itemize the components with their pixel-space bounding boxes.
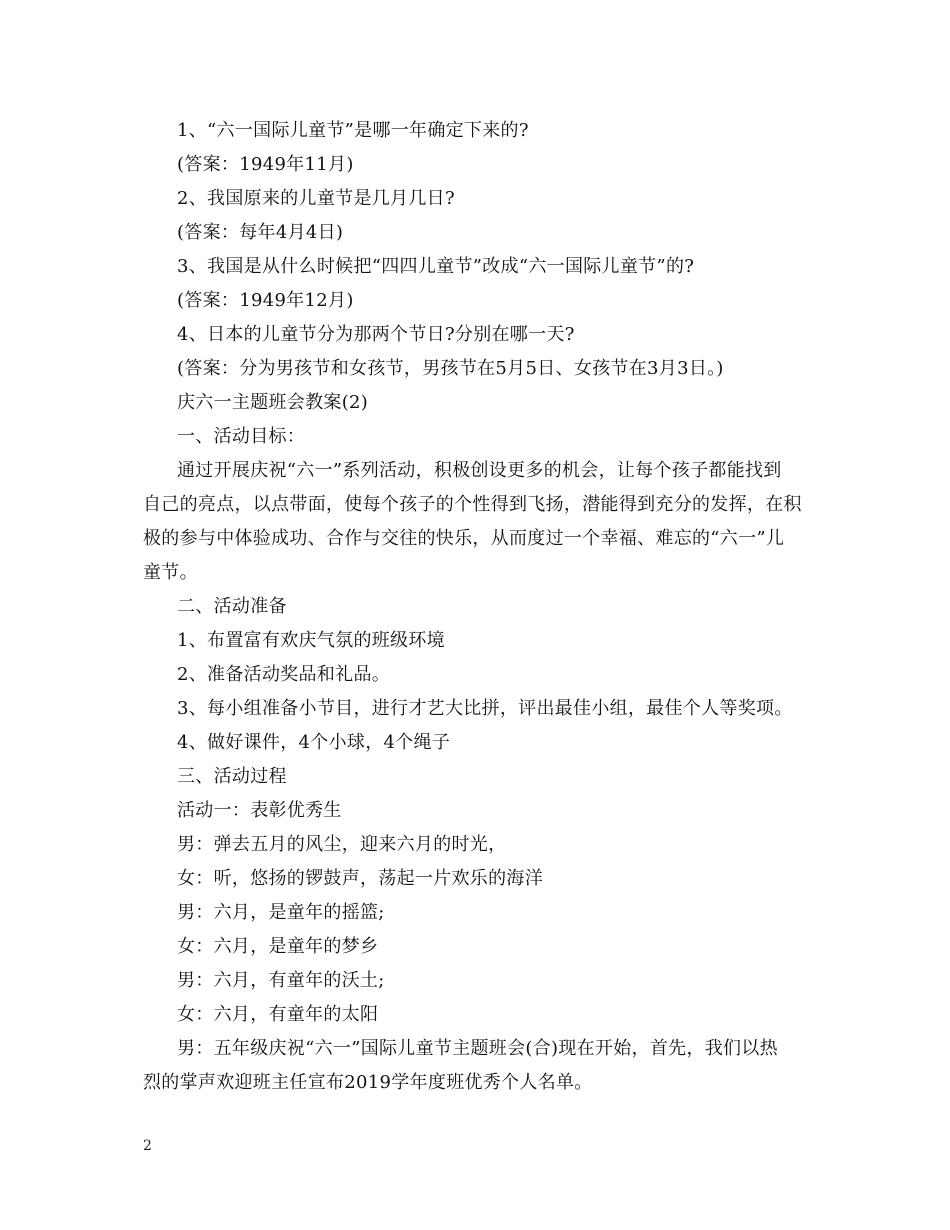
heading-activity-process: 三、活动过程 xyxy=(177,766,287,787)
goal-paragraph-line: 童节。 xyxy=(143,562,198,583)
heading-activity-goal: 一、活动目标： xyxy=(177,426,306,447)
dialogue-line: 女：六月，有童年的太阳 xyxy=(177,1004,379,1025)
section-title: 庆六一主题班会教案(2) xyxy=(177,392,369,413)
answer-3: (答案：1949年12月) xyxy=(177,290,354,311)
prep-item-2: 2、准备活动奖品和礼品。 xyxy=(177,664,391,685)
final-paragraph-line: 男：五年级庆祝“六一”国际儿童节主题班会(合)现在开始，首先，我们以热 xyxy=(177,1038,778,1059)
activity-one-title: 活动一：表彰优秀生 xyxy=(177,800,342,821)
question-4: 4、日本的儿童节分为那两个节日?分别在哪一天? xyxy=(177,324,575,345)
goal-paragraph-line: 自己的亮点，以点带面，使每个孩子的个性得到飞扬，潜能得到充分的发挥，在积 xyxy=(143,494,802,515)
dialogue-line: 女：六月，是童年的梦乡 xyxy=(177,936,379,957)
prep-item-4: 4、做好课件，4个小球，4个绳子 xyxy=(177,732,451,753)
answer-4: (答案：分为男孩节和女孩节，男孩节在5月5日、女孩节在3月3日。) xyxy=(177,358,724,379)
dialogue-line: 男：六月，是童年的摇篮; xyxy=(177,902,385,923)
document-body xyxy=(143,114,823,1100)
answer-1: (答案：1949年11月) xyxy=(177,154,354,175)
prep-item-3: 3、每小组准备小节目，进行才艺大比拼，评出最佳小组，最佳个人等奖项。 xyxy=(177,698,793,719)
question-1: 1、“六一国际儿童节”是哪一年确定下来的? xyxy=(177,120,529,141)
goal-paragraph xyxy=(143,454,823,590)
page-number: 2 xyxy=(143,1138,152,1154)
final-paragraph xyxy=(143,1032,823,1100)
final-paragraph-line: 烈的掌声欢迎班主任宣布2019学年度班优秀个人名单。 xyxy=(143,1072,593,1093)
answer-2: (答案：每年4月4日) xyxy=(177,222,344,243)
question-2: 2、我国原来的儿童节是几月几日? xyxy=(177,188,455,209)
prep-item-1: 1、布置富有欢庆气氛的班级环境 xyxy=(177,630,445,651)
question-3: 3、我国是从什么时候把“四四儿童节”改成“六一国际儿童节”的? xyxy=(177,256,695,277)
dialogue-line: 男：弹去五月的风尘，迎来六月的时光， xyxy=(177,834,507,855)
goal-paragraph-line: 极的参与中体验成功、合作与交往的快乐，从而度过一个幸福、难忘的“六一”儿 xyxy=(143,528,785,549)
goal-paragraph-line: 通过开展庆祝“六一”系列活动，积极创设更多的机会，让每个孩子都能找到 xyxy=(177,460,782,481)
dialogue-line: 男：六月，有童年的沃土; xyxy=(177,970,385,991)
heading-activity-prep: 二、活动准备 xyxy=(177,596,287,617)
dialogue-line: 女：听，悠扬的锣鼓声，荡起一片欢乐的海洋 xyxy=(177,868,543,889)
